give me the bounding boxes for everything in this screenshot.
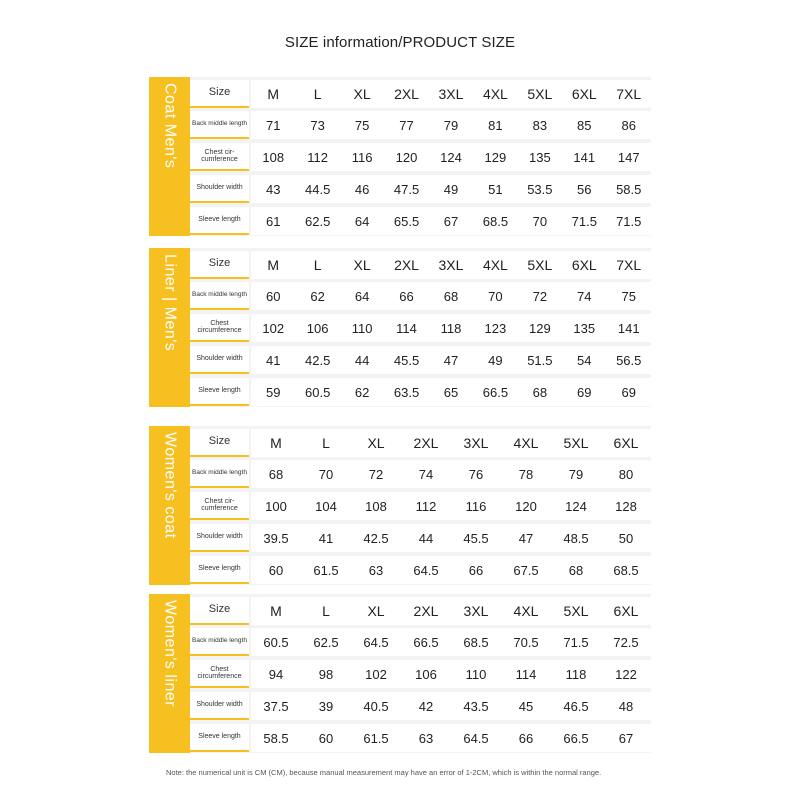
measurement-cell: 64.5	[463, 730, 489, 746]
size-cell: M	[270, 435, 282, 451]
table-row	[190, 492, 651, 520]
measurement-cell: 45	[518, 698, 534, 714]
measurement-cell: 47.5	[393, 181, 420, 197]
table-row	[190, 378, 651, 406]
measurement-cell: 61.5	[363, 730, 389, 746]
row-values	[251, 628, 651, 656]
table-row	[190, 207, 651, 235]
measurement-cell: 59	[265, 384, 281, 400]
size-cell: 6XL	[571, 257, 597, 273]
measurement-cell: 68	[443, 288, 459, 304]
size-cell: 2XL	[413, 603, 439, 619]
measurement-cell: 66	[518, 730, 534, 746]
mens-coat-size-table	[149, 77, 651, 236]
row-label: Size	[190, 80, 249, 108]
measurement-cell: 49	[443, 181, 459, 197]
measurement-cell: 63	[418, 730, 434, 746]
measurement-cell: 60.5	[305, 384, 331, 400]
measurement-cell: 66.5	[413, 634, 439, 650]
row-values	[251, 660, 651, 688]
measurement-cell: 123	[484, 320, 507, 336]
row-values	[251, 429, 651, 457]
table-side-label-text: Women's coat	[161, 432, 179, 539]
measurement-cell: 108	[365, 498, 387, 514]
size-cell: 5XL	[563, 435, 589, 451]
row-label: Size	[190, 251, 249, 279]
size-header-row	[190, 429, 651, 457]
row-label: Chest circumference	[190, 660, 249, 688]
size-cell: 4XL	[513, 435, 539, 451]
womens-coat-size-table	[149, 426, 651, 585]
size-cell: 5XL	[563, 603, 589, 619]
size-cell: L	[313, 86, 322, 102]
row-values	[251, 143, 651, 171]
measurement-cell: 100	[265, 498, 287, 514]
row-values	[251, 282, 651, 310]
row-values	[251, 492, 651, 520]
size-cell: 6XL	[613, 435, 639, 451]
measurement-cell: 66.5	[563, 730, 589, 746]
table-row	[190, 143, 651, 171]
measurement-cell: 58.5	[616, 181, 642, 197]
measurement-cell: 67.5	[513, 562, 539, 578]
measurement-cell: 68	[532, 384, 548, 400]
measurement-cell: 50	[618, 530, 634, 546]
measurement-cell: 63	[368, 562, 384, 578]
table-row	[190, 692, 651, 720]
size-cell: 3XL	[463, 603, 489, 619]
measurement-cell: 42.5	[305, 352, 331, 368]
size-cell: XL	[353, 257, 371, 273]
measurement-cell: 78	[518, 466, 534, 482]
size-cell: L	[313, 257, 322, 273]
row-values	[251, 524, 651, 552]
measurement-cell: 69	[577, 384, 592, 400]
measurement-cell: 56.5	[616, 352, 642, 368]
measurement-cell: 51.5	[527, 352, 553, 368]
size-cell: 5XL	[527, 86, 553, 102]
measurement-cell: 44	[418, 530, 434, 546]
measurement-cell: 42	[418, 698, 434, 714]
row-label: Chest cir-cumference	[190, 143, 249, 171]
row-values	[251, 314, 651, 342]
measurement-cell: 76	[468, 466, 484, 482]
measurement-cell: 141	[617, 320, 640, 336]
measurement-cell: 66.5	[482, 384, 509, 400]
row-label: Sleeve length	[190, 556, 249, 584]
measurement-cell: 56	[577, 181, 592, 197]
measurement-cell: 129	[528, 320, 551, 336]
size-cell: L	[322, 603, 330, 619]
measurement-cell: 118	[565, 666, 587, 682]
measurement-cell: 60	[268, 562, 284, 578]
row-values	[251, 460, 651, 488]
measurement-cell: 71.5	[571, 213, 597, 229]
size-cell: 5XL	[527, 257, 553, 273]
row-label: Back middle length	[190, 628, 249, 656]
row-label: Shoulder width	[190, 524, 249, 552]
table-side-label-text: Coat Men's	[161, 83, 179, 169]
measurement-cell: 83	[532, 117, 548, 133]
table-row	[190, 175, 651, 203]
measurement-cell: 71.5	[563, 634, 589, 650]
measurement-cell: 65.5	[393, 213, 420, 229]
measurement-cell: 116	[351, 149, 373, 165]
measurement-cell: 64.5	[363, 634, 389, 650]
table-side-label	[149, 248, 190, 407]
measurement-cell: 62.5	[305, 213, 331, 229]
measurement-cell: 110	[351, 320, 373, 336]
measurement-cell: 61.5	[313, 562, 339, 578]
row-values	[251, 556, 651, 584]
row-label: Chest circumference	[190, 314, 249, 342]
row-values	[251, 207, 651, 235]
size-cell: M	[267, 257, 280, 273]
measurement-cell: 47	[518, 530, 534, 546]
measurement-cell: 71.5	[616, 213, 642, 229]
measurement-cell: 147	[617, 149, 640, 165]
size-header-row	[190, 251, 651, 279]
measurement-cell: 129	[484, 149, 507, 165]
measurement-cell: 70	[318, 466, 334, 482]
measurement-cell: 60.5	[263, 634, 289, 650]
row-values	[251, 692, 651, 720]
measurement-cell: 135	[528, 149, 551, 165]
measurement-cell: 39.5	[263, 530, 289, 546]
row-label: Shoulder width	[190, 175, 249, 203]
measurement-cell: 124	[565, 498, 587, 514]
size-header-row	[190, 597, 651, 625]
mens-liner-size-table	[149, 248, 651, 407]
measurement-cell: 67	[443, 213, 459, 229]
measurement-cell: 60	[265, 288, 281, 304]
measurement-cell: 62	[354, 384, 370, 400]
measurement-cell: 74	[577, 288, 592, 304]
measurement-cell: 43.5	[463, 698, 489, 714]
size-cell: 2XL	[413, 435, 439, 451]
measurement-cell: 68.5	[613, 562, 639, 578]
size-cell: M	[267, 86, 280, 102]
measurement-cell: 112	[415, 498, 437, 514]
measurement-cell: 141	[573, 149, 596, 165]
table-side-label	[149, 77, 190, 236]
measurement-cell: 42.5	[363, 530, 389, 546]
table-side-label-text: Liner | Men's	[161, 254, 179, 352]
row-label: Size	[190, 597, 249, 625]
measurement-cell: 64	[354, 213, 370, 229]
size-header-row	[190, 80, 651, 108]
size-cell: 4XL	[513, 603, 539, 619]
size-cell: 6XL	[613, 603, 639, 619]
measurement-cell: 45.5	[463, 530, 489, 546]
measurement-cell: 67	[618, 730, 634, 746]
measurement-cell: 112	[307, 149, 329, 165]
measurement-cell: 49	[488, 352, 503, 368]
table-row	[190, 346, 651, 374]
size-cell: 6XL	[571, 86, 597, 102]
size-cell: 4XL	[482, 86, 508, 102]
table-row	[190, 556, 651, 584]
measurement-cell: 77	[399, 117, 414, 133]
row-label: Sleeve length	[190, 207, 249, 235]
womens-liner-size-table	[149, 594, 651, 753]
table-row	[190, 314, 651, 342]
row-values	[251, 80, 651, 108]
table-row	[190, 282, 651, 310]
measurement-cell: 110	[465, 666, 487, 682]
measurement-cell: 108	[262, 149, 285, 165]
measurement-cell: 68.5	[463, 634, 489, 650]
measurement-cell: 64.5	[413, 562, 439, 578]
size-cell: M	[270, 603, 282, 619]
row-label: Back middle length	[190, 111, 249, 139]
measurement-cell: 102	[262, 320, 285, 336]
measurement-cell: 37.5	[263, 698, 289, 714]
measurement-cell: 68	[568, 562, 584, 578]
measurement-cell: 94	[268, 666, 284, 682]
row-values	[251, 111, 651, 139]
measurement-cell: 43	[265, 181, 281, 197]
row-values	[251, 346, 651, 374]
size-cell: 3XL	[438, 86, 464, 102]
measurement-cell: 51	[488, 181, 503, 197]
row-label: Sleeve length	[190, 378, 249, 406]
table-side-label	[149, 594, 190, 753]
measurement-note: Note: the numerical unit is CM (CM), because manual measurement may have an error of 1-2CM, which is within the normal range.	[166, 768, 602, 777]
size-cell: XL	[367, 435, 385, 451]
measurement-cell: 79	[568, 466, 584, 482]
measurement-cell: 62	[310, 288, 325, 304]
row-label: Chest cir-cumference	[190, 492, 249, 520]
size-cell: XL	[353, 86, 371, 102]
measurement-cell: 64	[354, 288, 370, 304]
measurement-cell: 40.5	[363, 698, 389, 714]
table-row	[190, 724, 651, 752]
table-side-label-text: Women's liner	[161, 600, 179, 708]
measurement-cell: 46	[354, 181, 370, 197]
measurement-cell: 75	[354, 117, 370, 133]
measurement-cell: 80	[618, 466, 634, 482]
measurement-cell: 44.5	[305, 181, 331, 197]
measurement-cell: 79	[443, 117, 459, 133]
size-cell: 3XL	[438, 257, 464, 273]
measurement-cell: 70	[532, 213, 548, 229]
measurement-cell: 54	[577, 352, 592, 368]
row-label: Size	[190, 429, 249, 457]
measurement-cell: 81	[488, 117, 503, 133]
measurement-cell: 106	[306, 320, 329, 336]
measurement-cell: 44	[354, 352, 370, 368]
row-label: Shoulder width	[190, 346, 249, 374]
measurement-cell: 73	[310, 117, 325, 133]
size-cell: 2XL	[394, 86, 419, 102]
measurement-cell: 71	[265, 117, 281, 133]
page-title: SIZE information/PRODUCT SIZE	[284, 34, 516, 51]
measurement-cell: 72	[532, 288, 548, 304]
measurement-cell: 86	[621, 117, 636, 133]
measurement-cell: 45.5	[393, 352, 420, 368]
measurement-cell: 72	[368, 466, 384, 482]
measurement-cell: 85	[577, 117, 592, 133]
measurement-cell: 104	[315, 498, 337, 514]
measurement-cell: 70	[488, 288, 503, 304]
measurement-cell: 70.5	[513, 634, 539, 650]
table-row	[190, 111, 651, 139]
measurement-cell: 46.5	[563, 698, 589, 714]
measurement-cell: 124	[440, 149, 462, 165]
table-row	[190, 524, 651, 552]
row-values	[251, 251, 651, 279]
measurement-cell: 69	[621, 384, 636, 400]
size-cell: 7XL	[616, 257, 642, 273]
measurement-cell: 116	[465, 498, 487, 514]
measurement-cell: 128	[615, 498, 637, 514]
measurement-cell: 66	[399, 288, 414, 304]
size-cell: L	[322, 435, 330, 451]
size-cell: 7XL	[616, 86, 642, 102]
measurement-cell: 122	[615, 666, 637, 682]
measurement-cell: 135	[573, 320, 596, 336]
row-label: Shoulder width	[190, 692, 249, 720]
measurement-cell: 102	[365, 666, 387, 682]
measurement-cell: 114	[396, 320, 417, 336]
row-label: Back middle length	[190, 460, 249, 488]
size-cell: 3XL	[463, 435, 489, 451]
measurement-cell: 41	[318, 530, 334, 546]
measurement-cell: 61	[265, 213, 281, 229]
measurement-cell: 41	[265, 352, 281, 368]
measurement-cell: 68	[268, 466, 284, 482]
measurement-cell: 120	[515, 498, 537, 514]
table-row	[190, 628, 651, 656]
row-values	[251, 597, 651, 625]
measurement-cell: 48.5	[563, 530, 589, 546]
size-cell: XL	[367, 603, 385, 619]
measurement-cell: 65	[443, 384, 459, 400]
table-side-label	[149, 426, 190, 585]
measurement-cell: 66	[468, 562, 484, 578]
measurement-cell: 62.5	[313, 634, 339, 650]
measurement-cell: 114	[515, 666, 537, 682]
measurement-cell: 63.5	[393, 384, 420, 400]
row-label: Back middle length	[190, 282, 249, 310]
measurement-cell: 48	[618, 698, 634, 714]
measurement-cell: 75	[621, 288, 636, 304]
measurement-cell: 74	[418, 466, 434, 482]
table-row	[190, 460, 651, 488]
measurement-cell: 60	[318, 730, 334, 746]
size-cell: 2XL	[394, 257, 419, 273]
size-cell: 4XL	[482, 257, 508, 273]
measurement-cell: 72.5	[613, 634, 639, 650]
measurement-cell: 120	[395, 149, 418, 165]
measurement-cell: 53.5	[527, 181, 553, 197]
row-values	[251, 378, 651, 406]
measurement-cell: 118	[440, 320, 462, 336]
measurement-cell: 106	[415, 666, 437, 682]
table-row	[190, 660, 651, 688]
measurement-cell: 58.5	[263, 730, 289, 746]
row-values	[251, 724, 651, 752]
row-values	[251, 175, 651, 203]
measurement-cell: 39	[318, 698, 334, 714]
measurement-cell: 98	[318, 666, 334, 682]
measurement-cell: 47	[443, 352, 459, 368]
row-label: Sleeve length	[190, 724, 249, 752]
measurement-cell: 68.5	[482, 213, 509, 229]
